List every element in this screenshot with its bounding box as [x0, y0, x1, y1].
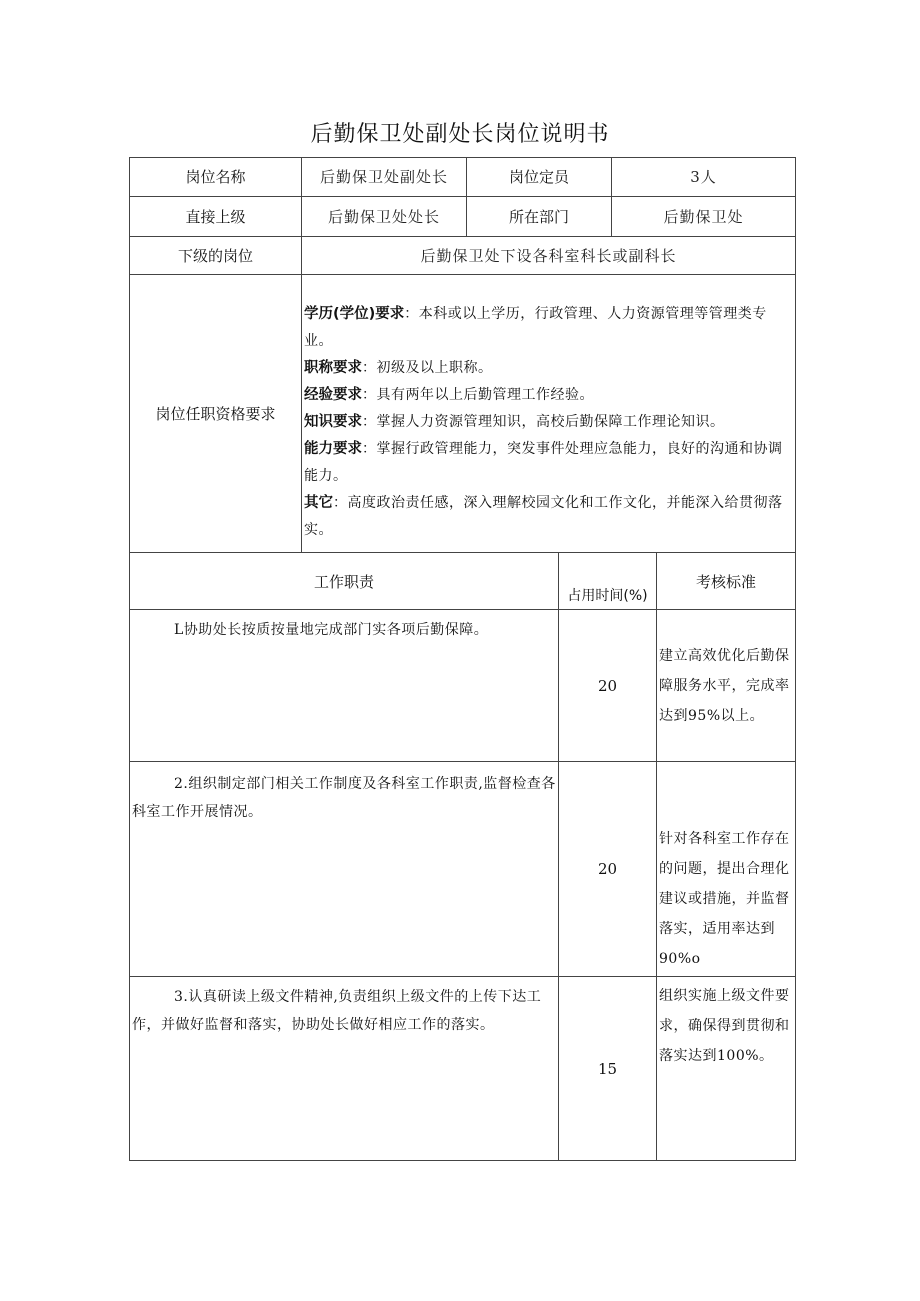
page-title: 后勤保卫处副处长岗位说明书: [310, 122, 610, 147]
duty-text: 3.认真研读上级文件精神,负责组织上级文件的上传下达工作，并做好监督和落实，协助处长做好相应工作的落实。: [130, 977, 559, 1161]
table-row: [130, 977, 796, 1161]
position-name-value: 后勤保卫处副处长: [302, 158, 467, 197]
qualification-text: 掌握人力资源管理知识，高校后勤保障工作理论知识。: [376, 414, 725, 430]
qualification-label: 岗位任职资格要求: [130, 275, 302, 553]
position-name-label: 岗位名称: [130, 158, 302, 197]
qualification-item: 能力要求：掌握行政管理能力，突发事件处理应急能力，良好的沟通和协调能力。: [304, 441, 783, 484]
qualification-text: 初级及以上职称。: [376, 360, 493, 376]
qualification-text: 掌握行政管理能力，突发事件处理应急能力，良好的沟通和协调能力。: [304, 441, 783, 484]
supervisor-value: 后勤保卫处处长: [302, 197, 467, 237]
department-label: 所在部门: [467, 197, 612, 237]
basic-info-table: [129, 157, 796, 553]
headcount-label: 岗位定员: [467, 158, 612, 197]
qualification-item: 学历(学位)要求：本科或以上学历，行政管理、人力资源管理等管理类专业。: [304, 306, 767, 349]
qualification-item: 其它：高度政治责任感，深入理解校园文化和工作文化，并能深入给贯彻落实。: [304, 495, 783, 538]
qualification-item: 职称要求：初级及以上职称。: [304, 360, 493, 376]
table-row: [130, 610, 796, 762]
table-row: [130, 762, 796, 977]
time-value: 15: [559, 977, 657, 1161]
qualification-key: 经验要求: [304, 387, 362, 403]
subordinate-label: 下级的岗位: [130, 237, 302, 275]
qualification-text: 高度政治责任感，深入理解校园文化和工作文化，并能深入给贯彻落实。: [304, 495, 783, 538]
duty-text: L协助处长按质按量地完成部门实各项后勤保障。: [130, 610, 559, 762]
qualification-text: 本科或以上学历，行政管理、人力资源管理等管理类专业。: [304, 306, 767, 349]
standard-text: 针对各科室工作存在的问题，提出合理化建议或措施，并监督落实，适用率达到90%o: [657, 762, 796, 977]
time-value: 20: [559, 762, 657, 977]
department-value: 后勤保卫处: [612, 197, 796, 237]
duties-table: [129, 552, 796, 1161]
standard-text: 组织实施上级文件要求，确保得到贯彻和落实达到100%。: [657, 977, 796, 1161]
supervisor-label: 直接上级: [130, 197, 302, 237]
qualification-key: 知识要求: [304, 414, 362, 430]
standard-text: 建立高效优化后勤保障服务水平，完成率达到95%以上。: [657, 610, 796, 762]
time-header: 占用时间(%): [559, 553, 657, 610]
qualification-text: 具有两年以上后勤管理工作经验。: [376, 387, 594, 403]
duty-header: 工作职责: [130, 553, 559, 610]
subordinate-value: 后勤保卫处下设各科室科长或副科长: [302, 237, 796, 275]
duty-text: 2.组织制定部门相关工作制度及各科室工作职责,监督检查各科室工作开展情况。: [130, 762, 559, 977]
qualification-list: [302, 275, 796, 553]
qualification-item: 知识要求：掌握人力资源管理知识，高校后勤保障工作理论知识。: [304, 414, 725, 430]
time-value: 20: [559, 610, 657, 762]
qualification-item: 经验要求：具有两年以上后勤管理工作经验。: [304, 387, 594, 403]
qualification-key: 能力要求: [304, 441, 362, 457]
qualification-key: 其它: [304, 495, 333, 511]
qualification-key: 学历(学位)要求: [304, 306, 405, 322]
qualification-key: 职称要求: [304, 360, 362, 376]
headcount-value: 3人: [612, 158, 796, 197]
standard-header: 考核标准: [657, 553, 796, 610]
